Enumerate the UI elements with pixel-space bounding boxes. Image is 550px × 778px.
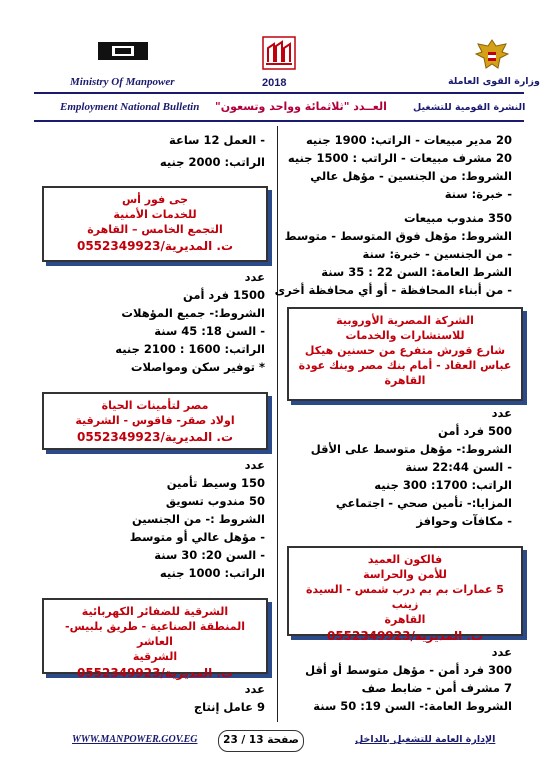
list-item: - من أبناء المحافظة - أو أي محافظة أخرى bbox=[274, 283, 512, 297]
list-item: الشروط :- من الجنسين bbox=[131, 512, 265, 526]
list-item: 50 مندوب تسويق bbox=[165, 494, 265, 508]
company-address: المنطقة الصناعية - طريق بلبيس- العاشر bbox=[65, 620, 245, 648]
count-label: عدد bbox=[244, 458, 265, 472]
list-item: 9 عامل إنتاج bbox=[193, 700, 265, 714]
left-column-top bbox=[160, 131, 265, 171]
company-address: التجمع الخامس – القاهرة bbox=[87, 223, 223, 236]
list-item: 20 مدير مبيعات - الراتب: 1900 جنيه bbox=[305, 133, 512, 147]
list-item: 20 مشرف مبيعات - الراتب : 1500 جنيه bbox=[287, 151, 512, 165]
list-item: الشروط: مؤهل فوق المتوسط - متوسط bbox=[284, 229, 512, 243]
count-label: عدد bbox=[244, 270, 265, 284]
issue-year: 2018 bbox=[262, 77, 287, 89]
list-item: المزايا:- تأمين صحي - اجتماعي bbox=[335, 496, 512, 510]
right-column-bottom bbox=[305, 643, 512, 715]
list-item: - السن 18: 45 سنة bbox=[154, 324, 265, 338]
company-address: اولاد صقر- فاقوس - الشرقية bbox=[75, 414, 235, 427]
company-address-2: عباس العقاد - أمام بنك مصر وبنك عودة bbox=[298, 359, 512, 372]
list-item: الشروط:- مؤهل متوسط على الأقل bbox=[310, 442, 512, 456]
right-column-mid bbox=[311, 404, 512, 530]
left-column-b bbox=[130, 456, 265, 582]
list-item: - من الجنسين - خبرة: سنة bbox=[362, 247, 512, 261]
count-label: عدد bbox=[491, 645, 512, 659]
left-column-c bbox=[194, 680, 265, 716]
list-item: 1500 فرد أمن bbox=[182, 288, 265, 302]
page-header bbox=[0, 0, 550, 126]
list-item: 350 مندوب مبيعات bbox=[403, 211, 512, 225]
list-item: - السن 20: 30 سنة bbox=[154, 548, 265, 562]
list-item: 7 مشرف أمن - ضابط صف bbox=[361, 681, 512, 695]
eagle-emblem-icon bbox=[474, 38, 510, 72]
ministry-name-en: Ministry Of Manpower bbox=[70, 76, 175, 88]
list-item: الشروط:- جميع المؤهلات bbox=[121, 306, 265, 320]
company-name: الشركة المصرية الأوروبية bbox=[336, 314, 474, 327]
website-link[interactable]: WWW.MANPOWER.GOV.EG bbox=[72, 734, 198, 745]
count-label: عدد bbox=[244, 682, 265, 696]
company-box-european bbox=[287, 307, 523, 401]
count-label: عدد bbox=[491, 406, 512, 420]
bulletin-name-ar: النشرة القومية للتشغيل bbox=[413, 102, 526, 113]
company-subtitle: للخدمات الأمنية bbox=[113, 208, 197, 221]
list-item: 150 وسيط تأمين bbox=[166, 476, 265, 490]
page-number: صفحة 13 / 23 bbox=[218, 730, 304, 752]
list-item: الشروط العامة:- السن 19: 50 سنة bbox=[313, 699, 512, 713]
list-item: الراتب: 1000 جنيه bbox=[159, 566, 265, 580]
list-item: الشرط العامة: السن 22 : 35 سنة bbox=[321, 265, 512, 279]
company-box-sharkia-wiring bbox=[42, 598, 268, 680]
bulletin-name-en: Employment National Bulletin bbox=[60, 101, 200, 113]
company-box-misr-life bbox=[42, 392, 268, 450]
issue-number: العــدد "ثلاثمائة وواحد وتسعون" bbox=[215, 100, 387, 113]
company-box-g4s bbox=[42, 186, 268, 262]
company-city: الشرقية bbox=[132, 650, 178, 663]
company-phone: ت. المديرية/0552349923 bbox=[76, 666, 234, 680]
company-address: شارع قورش متفرع من حسنين هيكل bbox=[304, 344, 506, 357]
company-subtitle: للاستشارات والخدمات bbox=[345, 329, 465, 342]
company-phone: ت. المديرية/0552349923 bbox=[326, 629, 484, 643]
company-name: مصر لتأمينات الحياة bbox=[101, 399, 209, 412]
flag-logo-icon bbox=[98, 40, 148, 62]
company-name: فالكون العميد bbox=[367, 553, 443, 566]
right-column-top bbox=[275, 131, 512, 299]
list-item: - خبرة: سنة bbox=[444, 187, 512, 201]
list-item: الراتب: 2000 جنيه bbox=[159, 155, 265, 169]
list-item: الراتب: 1700: 300 جنيه bbox=[374, 478, 512, 492]
left-column-a bbox=[115, 268, 265, 376]
header-rule bbox=[34, 92, 524, 94]
list-item: - العمل 12 ساعة bbox=[169, 133, 265, 147]
page-footer bbox=[0, 722, 550, 778]
list-item: 300 فرد أمن - مؤهل متوسط أو أقل bbox=[305, 663, 512, 677]
company-city: القاهرة bbox=[384, 613, 426, 626]
ministry-name-ar: وزارة القوى العاملة bbox=[448, 76, 540, 87]
company-box-falcon bbox=[287, 546, 523, 643]
company-address: 5 عمارات بم بم درب شمس - السيدة زينب bbox=[306, 583, 504, 611]
company-name: الشرقية للضفائر الكهربائية bbox=[81, 605, 229, 618]
department-name: الإدارة العامة للتشغيل بالداخل bbox=[355, 734, 496, 745]
company-phone: ت. المديرية/0552349923 bbox=[76, 239, 234, 253]
company-name: جى فور أس bbox=[121, 193, 189, 206]
list-item: 500 فرد أمن bbox=[437, 424, 512, 438]
list-item: * توفير سكن ومواصلات bbox=[130, 360, 265, 374]
ministry-logo-icon bbox=[262, 36, 296, 70]
company-subtitle: للأمن والحراسة bbox=[363, 568, 447, 581]
company-city: القاهرة bbox=[384, 374, 426, 387]
list-item: - السن 22:44 سنة bbox=[405, 460, 512, 474]
company-phone: ت. المديرية/0552349923 bbox=[76, 430, 234, 444]
list-item: الشروط: من الجنسين - مؤهل عالي bbox=[310, 169, 512, 183]
list-item: - مكافآت وحوافز bbox=[416, 514, 512, 528]
list-item: - مؤهل عالي أو متوسط bbox=[129, 530, 265, 544]
header-rule-bottom bbox=[34, 120, 524, 122]
list-item: الراتب: 1600 : 2100 جنيه bbox=[115, 342, 265, 356]
